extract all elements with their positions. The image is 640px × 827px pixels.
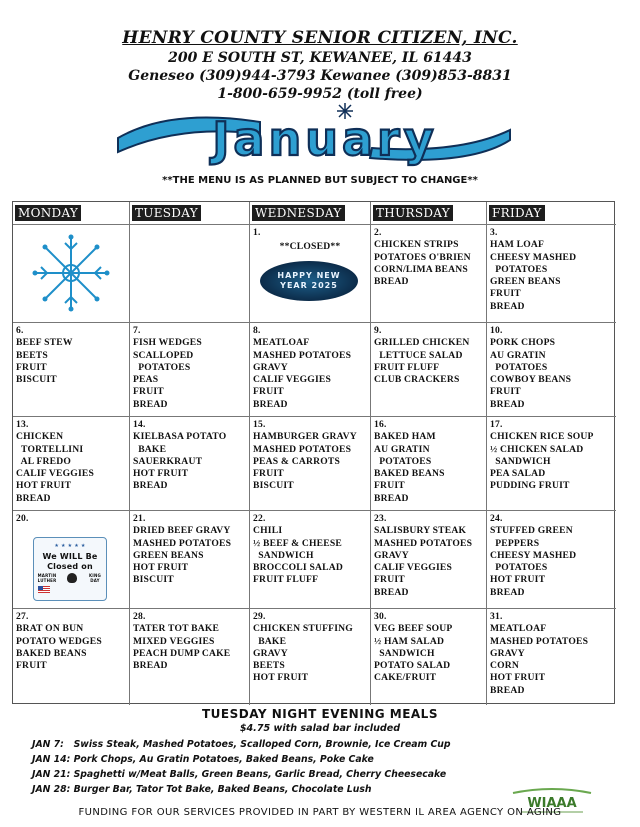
menu-item: PEPPERS [490, 537, 540, 549]
menu-item: FRUIT [490, 386, 521, 398]
menu-item: SALISBURY STEAK [374, 525, 467, 537]
calendar-day-cell [487, 608, 616, 705]
menu-item: CHICKEN STUFFING [253, 623, 353, 635]
calendar-day-cell [371, 322, 487, 416]
menu-item: HOT FRUIT [16, 480, 72, 492]
day-header-label: FRIDAY [489, 205, 545, 221]
menu-item: COWBOY BEANS [490, 374, 572, 386]
toll-free-number: 1-800-659-9952 (toll free) [217, 86, 423, 102]
day-number: 24. [490, 513, 503, 524]
menu-item: BAKED BEANS [374, 468, 445, 480]
menu-item: BROCCOLI SALAD [253, 562, 343, 574]
menu-item: BREAD [490, 684, 525, 696]
organization-phones: Geneseo (309)944-3793 Kewanee (309)853-8831 [128, 68, 512, 84]
menu-item: POTATOES O'BRIEN [374, 251, 471, 263]
menu-item: LETTUCE SALAD [374, 349, 463, 361]
day-header-friday [487, 202, 616, 224]
menu-item: MEATLOAF [490, 623, 547, 635]
menu-item: FRUIT [16, 660, 47, 672]
calendar-day-cell [130, 608, 250, 705]
calendar-day-cell [130, 510, 250, 608]
menu-item: POTATOES [374, 455, 432, 467]
menu-item: AU GRATIN [490, 349, 546, 361]
menu-item: SANDWICH [253, 549, 314, 561]
menu-item: HAM LOAF [490, 239, 545, 251]
evening-meal-item: JAN 21: Spaghetti w/Meat Balls, Green Beans, Garlic Bread, Cherry Cheesecake [32, 769, 447, 780]
flag-icon [38, 586, 50, 593]
day-number: 29. [253, 611, 266, 622]
calendar-day-cell [250, 322, 371, 416]
calendar-day-cell [13, 416, 130, 510]
menu-item: POTATOES [133, 361, 191, 373]
calendar-day-cell [371, 224, 487, 322]
day-header-thursday [371, 202, 487, 224]
menu-item: CORN/LIMA BEANS [374, 263, 468, 275]
calendar-day-cell [250, 224, 371, 322]
calendar-day-cell [13, 224, 130, 322]
menu-item: FRUIT [490, 288, 521, 300]
menu-item: GRAVY [490, 647, 525, 659]
menu-item: HOT FRUIT [490, 672, 546, 684]
menu-item: MEATLOAF [253, 337, 310, 349]
star-row-icon: ★ ★ ★ ★ ★ [54, 543, 86, 549]
menu-calendar [12, 201, 615, 704]
day-number: 27. [16, 611, 29, 622]
menu-item: POTATOES [490, 361, 548, 373]
menu-item: BREAD [133, 398, 168, 410]
day-number: 2. [374, 227, 382, 238]
menu-item: CHICKEN STRIPS [374, 239, 459, 251]
menu-item: SANDWICH [490, 455, 551, 467]
menu-item: HOT FRUIT [253, 672, 309, 684]
menu-item: BREAD [253, 398, 288, 410]
logo-text: WIAAA [527, 796, 577, 811]
funding-footer: FUNDING FOR OUR SERVICES PROVIDED IN PART BY WESTERN IL AREA AGENCY ON AGING [78, 807, 562, 818]
day-number: 7. [133, 325, 141, 336]
menu-item: BAKED HAM [374, 431, 436, 443]
day-header-label: THURSDAY [373, 205, 453, 221]
calendar-day-cell [371, 608, 487, 705]
menu-item: POTATOES [490, 562, 548, 574]
menu-item: GRILLED CHICKEN [374, 337, 470, 349]
menu-item: FRUIT [374, 480, 405, 492]
menu-item: AU GRATIN [374, 443, 430, 455]
day-header-monday [13, 202, 130, 224]
menu-item: TATER TOT BAKE [133, 623, 220, 635]
banner-month: January [212, 112, 438, 166]
day-number: 22. [253, 513, 266, 524]
menu-item: ½ BEEF & CHEESE [253, 537, 343, 549]
menu-item: PEA SALAD [490, 468, 546, 480]
sign-right-text: KING DAY [88, 573, 102, 584]
menu-item: BREAD [133, 480, 168, 492]
menu-item: GREEN BEANS [133, 549, 204, 561]
menu-item: FRUIT [253, 468, 284, 480]
calendar-day-cell [250, 510, 371, 608]
sign-line-1: We WILL Be [42, 552, 98, 562]
menu-item: BAKE [253, 635, 287, 647]
calendar-day-cell [130, 322, 250, 416]
menu-item: MASHED POTATOES [490, 635, 589, 647]
menu-item: CHEESY MASHED [490, 251, 577, 263]
calendar-day-cell [487, 416, 616, 510]
day-number: 28. [133, 611, 146, 622]
menu-item: BEETS [16, 349, 48, 361]
mlk-silhouette-icon [67, 573, 77, 583]
menu-item: TORTELLINI [16, 443, 84, 455]
menu-item: CHEESY MASHED [490, 549, 577, 561]
calendar-day-cell [250, 416, 371, 510]
menu-item: DRIED BEEF GRAVY [133, 525, 231, 537]
day-header-label: WEDNESDAY [252, 205, 345, 221]
menu-item: MASHED POTATOES [253, 443, 352, 455]
day-number: 17. [490, 419, 503, 430]
menu-item: PEACH DUMP CAKE [133, 647, 231, 659]
menu-item: SCALLOPED [133, 349, 194, 361]
day-number: 9. [374, 325, 382, 336]
menu-item: FISH WEDGES [133, 337, 202, 349]
menu-item: BREAD [16, 492, 51, 504]
day-number: 31. [490, 611, 503, 622]
menu-item: CHICKEN RICE SOUP [490, 431, 594, 443]
calendar-day-cell [250, 608, 371, 705]
menu-item: BISCUIT [133, 574, 174, 586]
menu-item: KIELBASA POTATO [133, 431, 227, 443]
day-number: 14. [133, 419, 146, 430]
closed-label: **CLOSED** [279, 241, 341, 253]
menu-item: SAUERKRAUT [133, 455, 203, 467]
day-header-label: TUESDAY [132, 205, 201, 221]
menu-item: BREAD [374, 276, 409, 288]
menu-item: MASHED POTATOES [133, 537, 232, 549]
evening-meals-price: $4.75 with salad bar included [239, 723, 401, 734]
menu-item: POTATO WEDGES [16, 635, 102, 647]
menu-item: CHILI [253, 525, 283, 537]
menu-item: BRAT ON BUN [16, 623, 84, 635]
calendar-day-cell [487, 322, 616, 416]
menu-item: BREAD [490, 586, 525, 598]
calendar-day-cell [13, 322, 130, 416]
menu-item: FRUIT [253, 386, 284, 398]
menu-item: CALIF VEGGIES [253, 374, 332, 386]
menu-item: CAKE/FRUIT [374, 672, 437, 684]
calendar-day-cell [487, 224, 616, 322]
menu-item: FRUIT [16, 361, 47, 373]
menu-item: GRAVY [374, 549, 409, 561]
menu-item: CLUB CRACKERS [374, 374, 460, 386]
menu-item: PUDDING FRUIT [490, 480, 570, 492]
day-number: 3. [490, 227, 498, 238]
menu-item: HOT FRUIT [133, 468, 189, 480]
day-number: 6. [16, 325, 24, 336]
menu-item: MASHED POTATOES [253, 349, 352, 361]
menu-item: BREAD [133, 660, 168, 672]
menu-item: CALIF VEGGIES [374, 562, 453, 574]
menu-item: CORN [490, 660, 520, 672]
menu-item: BAKE [133, 443, 167, 455]
day-header-label: MONDAY [15, 205, 81, 221]
menu-item: SANDWICH [374, 647, 435, 659]
menu-item: BISCUIT [253, 480, 294, 492]
day-header-tuesday [130, 202, 250, 224]
calendar-day-cell [371, 416, 487, 510]
organization-name: HENRY COUNTY SENIOR CITIZEN, INC. [122, 28, 518, 48]
happy-new-year-graphic: HAPPY NEW YEAR 2025 [260, 261, 358, 301]
menu-item: PEAS & CARROTS [253, 455, 341, 467]
menu-item: VEG BEEF SOUP [374, 623, 453, 635]
menu-item: AL FREDO [16, 455, 72, 467]
menu-notice: **THE MENU IS AS PLANNED BUT SUBJECT TO CHANGE** [162, 175, 478, 186]
menu-item: HAMBURGER GRAVY [253, 431, 357, 443]
menu-item: FRUIT [133, 386, 164, 398]
mlk-day-closed-sign [33, 537, 107, 601]
menu-item: HOT FRUIT [490, 574, 546, 586]
menu-item: POTATO SALAD [374, 660, 451, 672]
day-number: 8. [253, 325, 261, 336]
evening-meal-item: JAN 7: Swiss Steak, Mashed Potatoes, Scalloped Corn, Brownie, Ice Cream Cup [32, 739, 451, 750]
day-number: 15. [253, 419, 266, 430]
calendar-day-cell [13, 510, 130, 608]
menu-item: HOT FRUIT [133, 562, 189, 574]
menu-item: BEETS [253, 660, 285, 672]
day-number: 21. [133, 513, 146, 524]
menu-item: FRUIT FLUFF [374, 361, 440, 373]
menu-item: FRUIT FLUFF [253, 574, 319, 586]
day-number: 10. [490, 325, 503, 336]
menu-item: BISCUIT [16, 374, 57, 386]
menu-item: ½ HAM SALAD [374, 635, 445, 647]
menu-item: BREAD [374, 492, 409, 504]
day-number: 1. [253, 227, 261, 238]
menu-item: GRAVY [253, 361, 288, 373]
menu-item: CHICKEN [16, 431, 64, 443]
menu-item: PORK CHOPS [490, 337, 556, 349]
menu-item: BEEF STEW [16, 337, 73, 349]
sign-line-2: Closed on [47, 562, 93, 572]
calendar-day-cell [371, 510, 487, 608]
menu-item: STUFFED GREEN [490, 525, 573, 537]
menu-item: BREAD [490, 300, 525, 312]
day-number: 30. [374, 611, 387, 622]
menu-item: PEAS [133, 374, 159, 386]
sign-left-text: MARTIN LUTHER [37, 573, 57, 584]
menu-item: MIXED VEGGIES [133, 635, 215, 647]
snowflake-icon [21, 233, 121, 313]
day-header-wednesday [250, 202, 371, 224]
calendar-day-cell [13, 608, 130, 705]
calendar-day-cell [130, 416, 250, 510]
menu-item: BAKED BEANS [16, 647, 87, 659]
organization-address: 200 E SOUTH ST, KEWANEE, IL 61443 [168, 50, 472, 66]
day-number: 13. [16, 419, 29, 430]
menu-item: POTATOES [490, 263, 548, 275]
day-number: 16. [374, 419, 387, 430]
menu-item: BREAD [490, 398, 525, 410]
january-banner [110, 100, 530, 172]
evening-meal-item: JAN 14: Pork Chops, Au Gratin Potatoes, Baked Beans, Poke Cake [32, 754, 374, 765]
calendar-day-cell [487, 510, 616, 608]
menu-item: MASHED POTATOES [374, 537, 473, 549]
evening-meals-title: TUESDAY NIGHT EVENING MEALS [202, 707, 438, 721]
calendar-day-cell [130, 224, 250, 322]
evening-meal-item: JAN 28: Burger Bar, Tator Tot Bake, Baked Beans, Chocolate Lush [32, 784, 372, 795]
menu-item: BREAD [374, 586, 409, 598]
menu-item: GREEN BEANS [490, 276, 561, 288]
menu-item: FRUIT [374, 574, 405, 586]
menu-item: CALIF VEGGIES [16, 468, 95, 480]
menu-item: GRAVY [253, 647, 288, 659]
day-number: 23. [374, 513, 387, 524]
menu-item: ½ CHICKEN SALAD [490, 443, 584, 455]
day-number: 20. [16, 513, 29, 524]
